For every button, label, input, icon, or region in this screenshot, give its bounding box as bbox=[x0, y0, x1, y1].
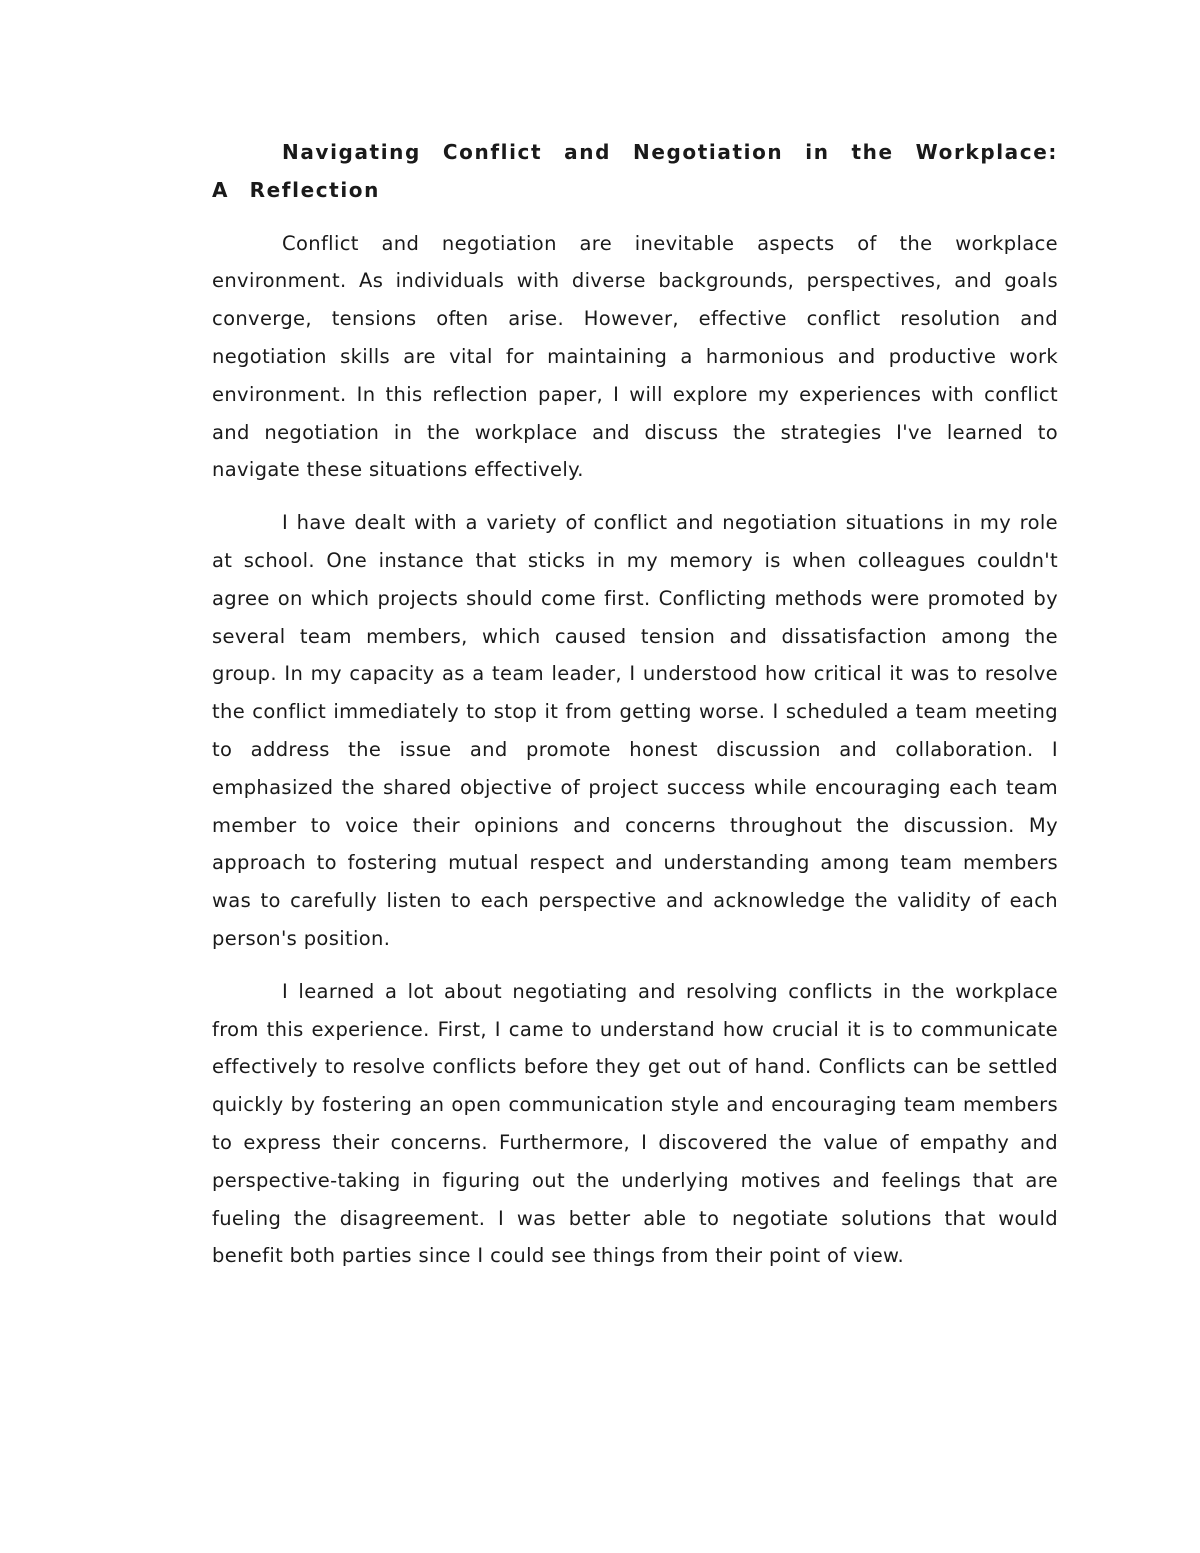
paragraph-lessons: I learned a lot about negotiating and resolving conflicts in the workplace from this experience. First, I came to understand how crucial it is to communicate effectively to resolve conflicts before they get out of hand. Conflicts can be settled quickly by fostering an open communication style and encouraging team members to express their concerns. Furthermore, I discovered the value of empathy and perspective-taking in figuring out the underlying motives and feelings that are fueling the disagreement. I was better able to negotiate solutions that would benefit both parties since I could see things from their point of view. bbox=[212, 979, 1058, 1268]
document-body bbox=[212, 134, 1058, 1290]
document-title: Navigating Conflict and Negotiation in the Workplace: A Reflection bbox=[212, 140, 1058, 202]
paragraph-experience: I have dealt with a variety of conflict and negotiation situations in my role at school. One instance that sticks in my memory is when colleagues couldn't agree on which projects should come first. Conflicting methods were promoted by several team members, which caused tension and dissatisfaction among the group. In my capacity as a team leader, I understood how critical it was to resolve the conflict immediately to stop it from getting worse. I scheduled a team meeting to address the issue and promote honest discussion and collaboration. I emphasized the shared objective of project success while encouraging each team member to voice their opinions and concerns throughout the discussion. My approach to fostering mutual respect and understanding among team members was to carefully listen to each perspective and acknowledge the validity of each person's position. bbox=[212, 511, 1058, 950]
paragraph-introduction: Conflict and negotiation are inevitable aspects of the workplace environment. As individuals with diverse backgrounds, perspectives, and goals converge, tensions often arise. However, effective conflict resolution and negotiation skills are vital for maintaining a harmonious and productive work environment. In this reflection paper, I will explore my experiences with conflict and negotiation in the workplace and discuss the strategies I've learned to navigate these situations effectively. bbox=[212, 231, 1058, 482]
